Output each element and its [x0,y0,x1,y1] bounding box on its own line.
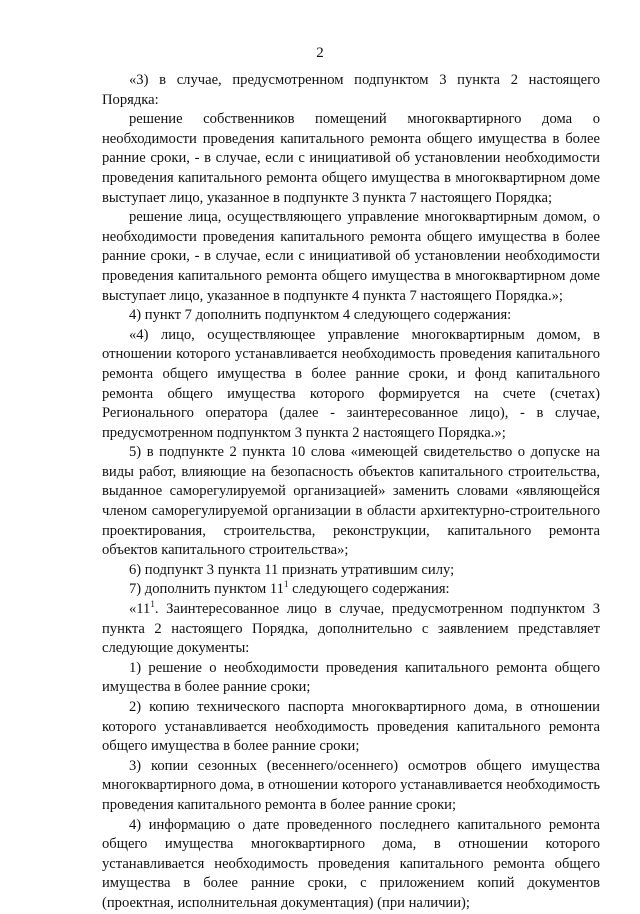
paragraph-doc-4: 4) информацию о дате проведенного последнего капитального ремонта общего имущества многоквартирного дома, в отношении которого устанавливается необходимость проведения капитального ремонта общего имущества в более ранние сроки, с приложением копий документов (проектная, исполнительная документация) (при наличии); [102,816,600,911]
paragraph-item-4-content: «4) лицо, осуществляющее управление многоквартирным домом, в отношении которого устанавливается необходимость проведения капитального ремонта общего имущества в более ранние сроки, и фонд капитального ремонта общего имущества которого формируется на счете (счетах) Регионального оператора (далее - заинтересованное лицо), - в случае, предусмотренном подпунктом 3 пункта 2 настоящего Порядка.»; [102,326,600,441]
paragraph-subpoint-3-intro: «3) в случае, предусмотренном подпунктом 3 пункта 2 настоящего Порядка: [102,72,600,108]
paragraph-item-4: 4) пункт 7 дополнить подпунктом 4 следующего содержания: [129,307,512,324]
paragraph-doc-3: 3) копии сезонных (весеннего/осеннего) осмотров общего имущества многоквартирного дома, в отношении которого устанавливается необходимость проведения капитального ремонта в более ранние сроки; [102,757,600,813]
superscript-1: 1 [283,579,289,590]
paragraph-owners-decision: решение собственников помещений многоквартирного дома о необходимости проведения капитального ремонта общего имущества в более ранние сроки, - в случае, если с инициативой об установлении необходимости проведения капитального ремонта общего имущества в многоквартирном доме выступает лицо, указанное в подпункте 3 пункта 7 настоящего Порядка; [102,111,600,206]
paragraph-item-7-end: следующего содержания: [288,581,450,598]
document-body [102,71,600,914]
paragraph-point-11-1 [102,600,600,659]
paragraph-item-5: 5) в подпункте 2 пункта 10 слова «имеющей свидетельство о допуске на виды работ, влияющие на безопасность объектов капитального строительства, выданное саморегулируемой организацией» заменить словами «являющейся членом саморегулируемой организации в области архитектурно-строительного проектирования, строительства, реконструкции, капитального ремонта объектов капитального строительства»; [102,444,600,559]
paragraph-doc-2: 2) копию технического паспорта многоквартирного дома, в отношении которого устанавливается необходимость проведения капитального ремонта общего имущества в более ранние сроки; [102,699,600,755]
paragraph-point-11-1-start: «11 [129,601,151,618]
page-number: 2 [316,45,324,61]
superscript-1: 1 [150,599,155,610]
paragraph-manager-decision: решение лица, осуществляющего управление многоквартирным домом, о необходимости проведения капитального ремонта общего имущества в более ранние сроки, - в случае, если с инициативой об установлении необходимости проведения капитального ремонта общего имущества в многоквартирном доме выступает лицо, указанное в подпункте 4 пункта 7 настоящего Порядка.»; [102,209,600,304]
paragraph-point-11-1-end: . Заинтересованное лицо в случае, предусмотренном подпунктом 3 пункта 2 настоящего Порядка, дополнительно с заявлением представляет следующие документы: [102,601,600,657]
paragraph-item-7-start: 7) дополнить пунктом 11 [129,581,284,598]
paragraph-item-6: 6) подпункт 3 пункта 11 признать утратившим силу; [129,561,455,578]
paragraph-item-7 [102,580,600,600]
paragraph-doc-1: 1) решение о необходимости проведения капитального ремонта общего имущества в более ранние сроки; [102,659,600,696]
